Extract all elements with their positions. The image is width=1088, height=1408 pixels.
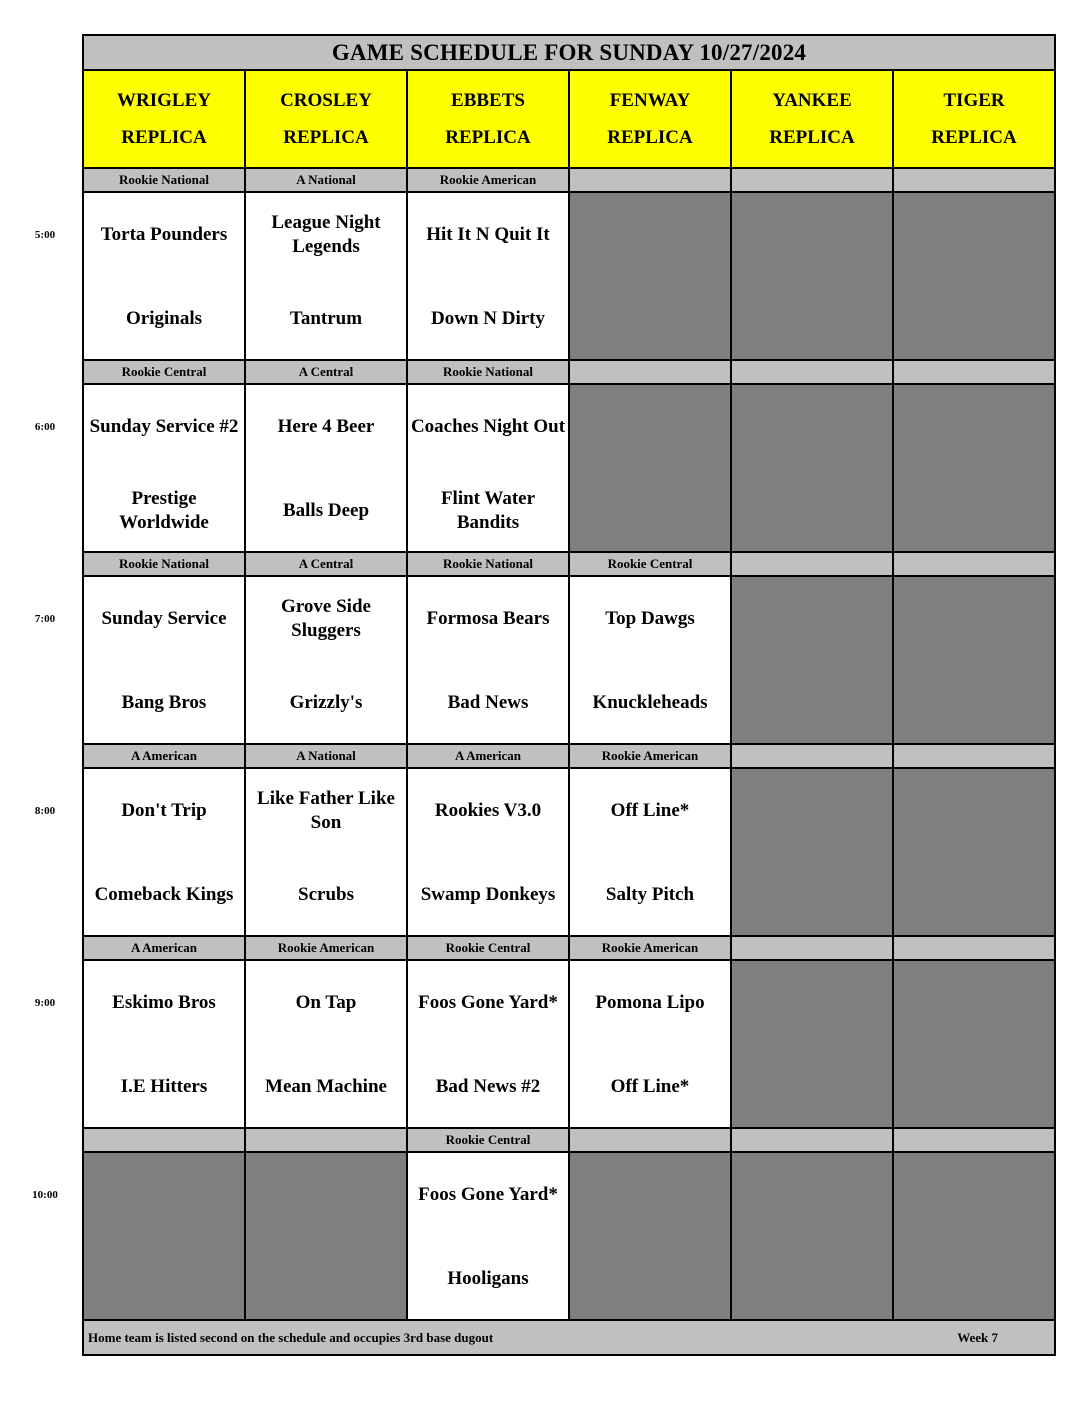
division-label: Rookie National (84, 553, 246, 575)
home-team: Knuckleheads (592, 692, 708, 713)
empty-game-cell (894, 769, 1054, 935)
time-slot (34, 553, 1054, 745)
away-team: Pomona Lipo (595, 992, 705, 1013)
division-label: Rookie National (408, 361, 570, 383)
field-subtitle: REPLICA (607, 127, 693, 148)
field-subtitle: REPLICA (445, 127, 531, 148)
schedule-footer (84, 1321, 1054, 1354)
home-team: Flint Water Bandits (440, 488, 536, 533)
away-team: Here 4 Beer (277, 416, 375, 437)
game-cell (84, 385, 246, 551)
empty-game-cell (894, 1153, 1054, 1319)
division-label: Rookie Central (408, 1129, 570, 1151)
field-name: TIGER (943, 90, 1005, 111)
away-team: Formosa Bears (426, 608, 550, 629)
field-subtitle: REPLICA (931, 127, 1017, 148)
away-team: Foos Gone Yard* (418, 1184, 558, 1205)
away-team: Foos Gone Yard* (418, 992, 558, 1013)
division-label (894, 1129, 1054, 1151)
field-subtitle: REPLICA (283, 127, 369, 148)
field-header-tiger (894, 71, 1054, 167)
division-label: A American (84, 745, 246, 767)
time-label: 6:00 (34, 421, 56, 433)
empty-game-cell (84, 1153, 246, 1319)
division-label: A Central (246, 553, 408, 575)
division-label: Rookie Central (570, 553, 732, 575)
division-row (84, 745, 1054, 769)
game-cell (246, 961, 408, 1127)
schedule-sheet (32, 34, 1056, 1356)
division-label (894, 553, 1054, 575)
empty-game-cell (894, 385, 1054, 551)
home-team: Off Line* (610, 1076, 690, 1097)
field-name: FENWAY (609, 90, 691, 111)
away-team: Eskimo Bros (112, 992, 216, 1013)
game-row (84, 961, 1054, 1129)
division-row (84, 553, 1054, 577)
home-team: Comeback Kings (94, 884, 234, 905)
empty-game-cell (894, 577, 1054, 743)
home-team: Prestige Worldwide (119, 488, 209, 533)
home-team: Swamp Donkeys (420, 884, 556, 905)
away-team: Don't Trip (121, 800, 207, 821)
away-team: Rookies V3.0 (434, 800, 542, 821)
home-team: Salty Pitch (605, 884, 695, 905)
time-slot (34, 745, 1054, 937)
footer-note: Home team is listed second on the schedule and occupies 3rd base dugout (88, 1329, 494, 1345)
game-cell (246, 769, 408, 935)
away-team: Top Dawgs (605, 608, 695, 629)
field-name: WRIGLEY (117, 90, 211, 111)
home-team: I.E Hitters (120, 1076, 208, 1097)
division-label: A American (408, 745, 570, 767)
game-row (84, 193, 1054, 361)
division-row (84, 937, 1054, 961)
game-cell (570, 769, 732, 935)
game-cell (246, 193, 408, 359)
division-label (246, 1129, 408, 1151)
game-row (84, 385, 1054, 553)
division-label (732, 169, 894, 191)
field-name: YANKEE (772, 90, 852, 111)
time-label: 10:00 (32, 1189, 58, 1201)
division-row (84, 1129, 1054, 1153)
game-cell (84, 769, 246, 935)
division-label (732, 745, 894, 767)
division-label (732, 361, 894, 383)
game-row (84, 577, 1054, 745)
division-label (570, 169, 732, 191)
division-label: Rookie American (408, 169, 570, 191)
home-team: Mean Machine (265, 1076, 387, 1097)
division-label (732, 553, 894, 575)
division-label: Rookie American (246, 937, 408, 959)
empty-game-cell (732, 385, 894, 551)
away-team: Like Father Like Son (257, 788, 395, 833)
time-slot (34, 361, 1054, 553)
game-cell (408, 577, 570, 743)
time-slot (32, 1129, 1054, 1321)
division-label (732, 1129, 894, 1151)
empty-game-cell (570, 193, 732, 359)
field-header-row (84, 71, 1054, 169)
division-label: A National (246, 169, 408, 191)
game-cell (84, 961, 246, 1127)
division-label (84, 1129, 246, 1151)
field-header-wrigley (84, 71, 246, 167)
week-label: Week 7 (957, 1329, 998, 1345)
home-team: Hooligans (447, 1268, 529, 1289)
home-team: Tantrum (289, 308, 363, 329)
schedule-body (32, 169, 1054, 1321)
game-cell (408, 193, 570, 359)
away-team: League Night Legends (271, 212, 381, 257)
division-label: A American (84, 937, 246, 959)
time-label: 9:00 (34, 997, 56, 1009)
division-row (84, 361, 1054, 385)
home-team: Bang Bros (121, 692, 207, 713)
division-label (894, 169, 1054, 191)
time-label: 7:00 (34, 613, 56, 625)
division-label (732, 937, 894, 959)
game-cell (84, 193, 246, 359)
time-slot (34, 937, 1054, 1129)
home-team: Bad News #2 (435, 1076, 541, 1097)
division-label: Rookie Central (408, 937, 570, 959)
division-label (570, 1129, 732, 1151)
division-label: Rookie Central (84, 361, 246, 383)
division-label (894, 361, 1054, 383)
game-cell (570, 961, 732, 1127)
empty-game-cell (894, 193, 1054, 359)
game-cell (408, 769, 570, 935)
division-label (894, 937, 1054, 959)
game-row (84, 1153, 1054, 1321)
field-header-ebbets (408, 71, 570, 167)
field-subtitle: REPLICA (121, 127, 207, 148)
division-label: Rookie American (570, 745, 732, 767)
home-team: Balls Deep (282, 500, 370, 521)
time-slot (34, 169, 1054, 361)
empty-game-cell (732, 577, 894, 743)
away-team: Hit It N Quit It (426, 224, 550, 245)
home-team: Originals (125, 308, 202, 329)
game-cell (246, 385, 408, 551)
away-team: On Tap (295, 992, 357, 1013)
empty-game-cell (894, 961, 1054, 1127)
division-label (894, 745, 1054, 767)
division-row (84, 169, 1054, 193)
away-team: Coaches Night Out (410, 416, 566, 437)
away-team: Sunday Service #2 (89, 416, 239, 437)
division-label: Rookie National (408, 553, 570, 575)
empty-game-cell (570, 1153, 732, 1319)
division-label: Rookie American (570, 937, 732, 959)
away-team: Sunday Service (101, 608, 227, 629)
division-label: Rookie National (84, 169, 246, 191)
field-name: CROSLEY (280, 90, 372, 111)
field-subtitle: REPLICA (769, 127, 855, 148)
home-team: Down N Dirty (431, 308, 545, 329)
schedule-title: GAME SCHEDULE FOR SUNDAY 10/27/2024 (84, 36, 1054, 71)
game-cell (408, 1153, 570, 1319)
game-cell (84, 577, 246, 743)
game-cell (246, 577, 408, 743)
home-team: Scrubs (298, 884, 354, 905)
empty-game-cell (732, 769, 894, 935)
game-cell (408, 961, 570, 1127)
division-label: A Central (246, 361, 408, 383)
field-header-fenway (570, 71, 732, 167)
game-cell (570, 577, 732, 743)
empty-game-cell (246, 1153, 408, 1319)
empty-game-cell (732, 1153, 894, 1319)
away-team: Off Line* (610, 800, 690, 821)
away-team: Grove Side Sluggers (281, 596, 371, 641)
field-name: EBBETS (451, 90, 525, 111)
division-label (570, 361, 732, 383)
field-header-crosley (246, 71, 408, 167)
empty-game-cell (732, 961, 894, 1127)
time-label: 8:00 (34, 805, 56, 817)
game-row (84, 769, 1054, 937)
home-team: Bad News (447, 692, 529, 713)
field-header-yankee (732, 71, 894, 167)
game-cell (408, 385, 570, 551)
time-label: 5:00 (34, 229, 56, 241)
empty-game-cell (570, 385, 732, 551)
division-label: A National (246, 745, 408, 767)
home-team: Grizzly's (289, 692, 363, 713)
empty-game-cell (732, 193, 894, 359)
away-team: Torta Pounders (100, 224, 228, 245)
